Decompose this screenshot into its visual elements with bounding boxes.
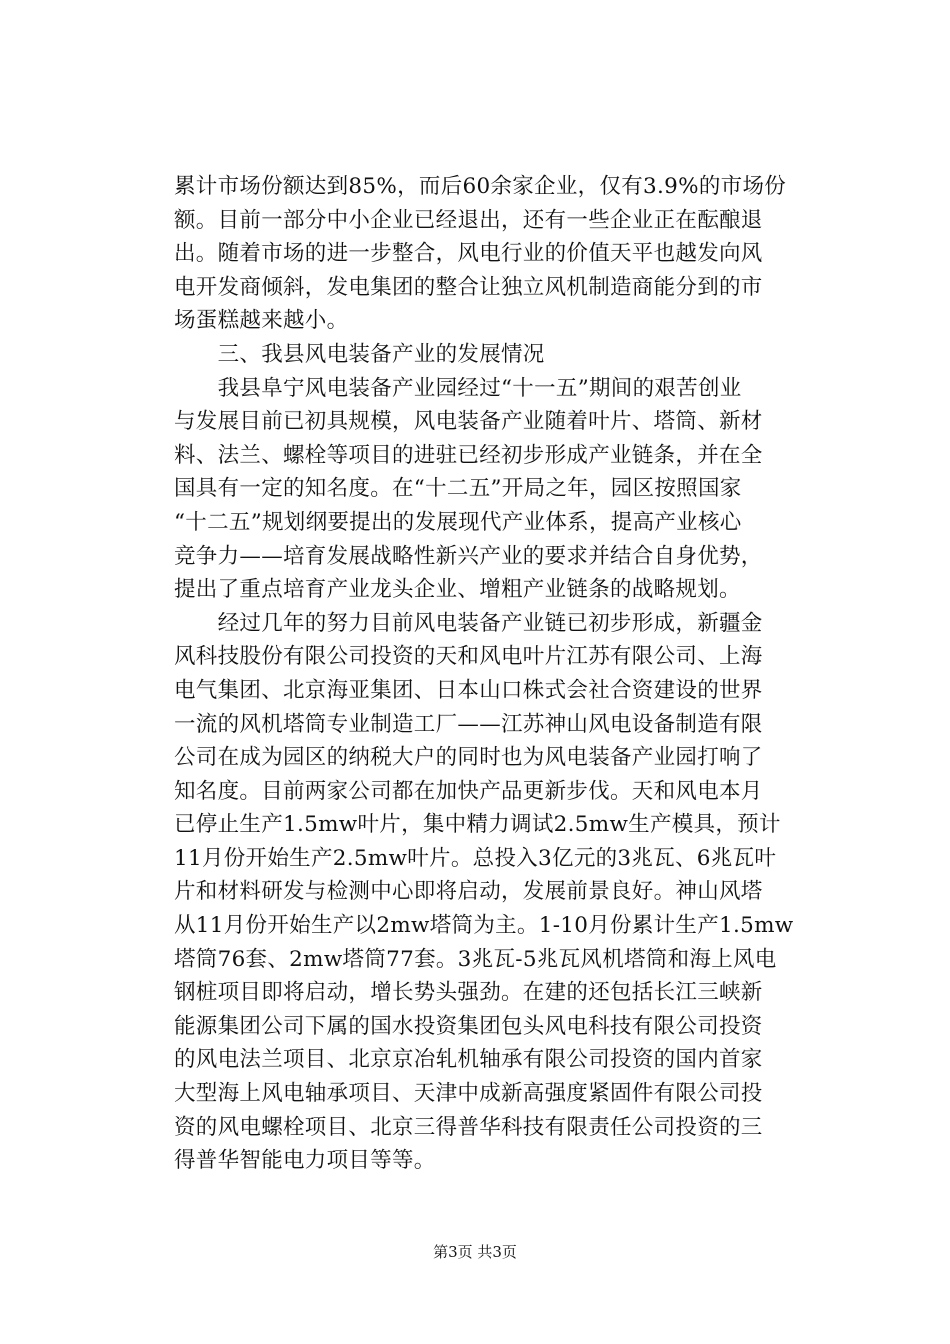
text-line: 资的风电螺栓项目、北京三得普华科技有限责任公司投资的三 bbox=[174, 1114, 763, 1140]
body-text bbox=[174, 170, 794, 1178]
text-line: 公司在成为园区的纳税大户的同时也为风电装备产业园打响了 bbox=[174, 745, 763, 771]
text-line: 电气集团、北京海亚集团、日本山口株式会社合资建设的世界 bbox=[174, 677, 763, 703]
text-line: 片和材料研发与检测中心即将启动，发展前景良好。神山风塔 bbox=[174, 879, 763, 905]
text-line: 已停止生产1.5mw叶片，集中精力调试2.5mw生产模具，预计 bbox=[174, 812, 781, 838]
text-line: 钢桩项目即将启动，增长势头强劲。在建的还包括长江三峡新 bbox=[174, 980, 763, 1006]
text-line: 电开发商倾斜，发电集团的整合让独立风机制造商能分到的市 bbox=[174, 274, 763, 300]
page-number-label: 第3页 共3页 bbox=[433, 1243, 517, 1261]
text-line: 额。目前一部分中小企业已经退出，还有一些企业正在酝酿退 bbox=[174, 207, 763, 233]
text-line: 11月份开始生产2.5mw叶片。总投入3亿元的3兆瓦、6兆瓦叶 bbox=[174, 845, 777, 871]
text-line: 的风电法兰项目、北京京冶轧机轴承有限公司投资的国内首家 bbox=[174, 1047, 763, 1073]
text-line: 竞争力——培育发展战略性新兴产业的要求并结合自身优势， bbox=[174, 543, 763, 569]
text-line: 一流的风机塔筒专业制造工厂——江苏神山风电设备制造有限 bbox=[174, 711, 763, 737]
text-line: 提出了重点培育产业龙头企业、增粗产业链条的战略规划。 bbox=[174, 577, 741, 603]
section-heading: 三、我县风电装备产业的发展情况 bbox=[174, 341, 545, 367]
text-line: 累计市场份额达到85%，而后60余家企业，仅有3.9%的市场份 bbox=[174, 174, 787, 199]
text-line: 场蛋糕越来越小。 bbox=[174, 308, 349, 334]
text-line: 能源集团公司下属的国水投资集团包头风电科技有限公司投资 bbox=[174, 1013, 763, 1039]
text-line: 经过几年的努力目前风电装备产业链已初步形成，新疆金 bbox=[174, 610, 763, 636]
text-line: 与发展目前已初具规模，风电装备产业随着叶片、塔筒、新材 bbox=[174, 409, 763, 435]
text-line: 大型海上风电轴承项目、天津中成新高强度紧固件有限公司投 bbox=[174, 1081, 763, 1107]
page-footer bbox=[0, 1242, 950, 1262]
text-line: “十二五”规划纲要提出的发展现代产业体系，提高产业核心 bbox=[174, 509, 742, 535]
text-line: 知名度。目前两家公司都在加快产品更新步伐。天和风电本月 bbox=[174, 778, 763, 804]
text-line: 风科技股份有限公司投资的天和风电叶片江苏有限公司、上海 bbox=[174, 644, 763, 670]
text-line: 得普华智能电力项目等等。 bbox=[174, 1148, 436, 1174]
text-line: 国具有一定的知名度。在“十二五”开局之年，园区按照国家 bbox=[174, 476, 742, 502]
text-line: 从11月份开始生产以2mw塔筒为主。1-10月份累计生产1.5mw bbox=[174, 913, 794, 939]
text-line: 料、法兰、螺栓等项目的进驻已经初步形成产业链条，并在全 bbox=[174, 442, 763, 468]
text-line: 塔筒76套、2mw塔筒77套。3兆瓦-5兆瓦风机塔筒和海上风电 bbox=[174, 946, 777, 972]
text-line: 我县阜宁风电装备产业园经过“十一五”期间的艰苦创业 bbox=[174, 375, 742, 401]
text-line: 出。随着市场的进一步整合，风电行业的价值天平也越发向风 bbox=[174, 241, 763, 267]
